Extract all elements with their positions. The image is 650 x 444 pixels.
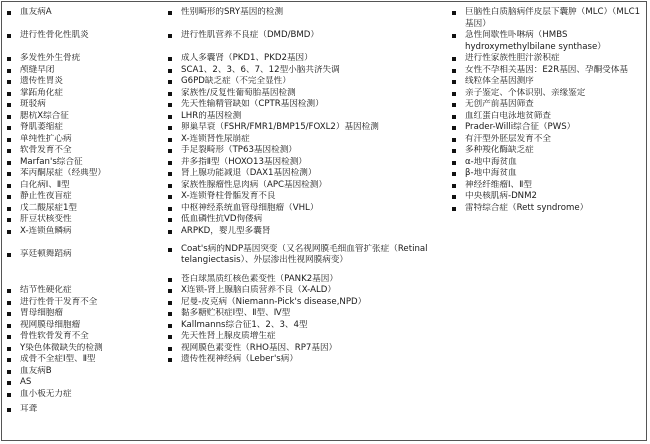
list-item-label: 颅缝早闭 [20, 64, 55, 75]
list-item-label: 进行性骨干发育不全 [20, 296, 98, 307]
list-item-label: 结节性硬化症 [20, 285, 72, 296]
list-item-label: 脊肌萎缩症 [20, 122, 63, 132]
list-item [7, 214, 162, 226]
list-item-label: 苍白球黑质红核色素变性（PANK2基因） [181, 273, 338, 284]
list-item-label: Prader-Willi综合征（PWS） [465, 122, 576, 132]
list-item [7, 404, 162, 416]
list-item-label: 耳聋 [20, 403, 38, 414]
list-item [168, 88, 446, 100]
square-bullet-icon [168, 218, 172, 222]
list-item [7, 180, 162, 192]
list-item [7, 203, 162, 215]
list-item [168, 214, 446, 226]
list-item [168, 30, 446, 42]
list-item [7, 53, 162, 65]
list-item-label: ARPKD，婴儿型多囊肾 [181, 225, 271, 236]
square-bullet-icon [7, 324, 11, 328]
square-bullet-icon [168, 115, 172, 119]
list-item [7, 285, 162, 297]
square-bullet-icon [168, 80, 172, 84]
list-item [168, 203, 446, 215]
list-item [168, 134, 446, 146]
list-item-label: LHR的基因检测 [181, 110, 242, 121]
square-bullet-icon [168, 347, 172, 351]
square-bullet-icon [452, 69, 456, 73]
list-item [168, 180, 446, 192]
list-item [7, 88, 162, 100]
list-item [7, 389, 162, 401]
list-item [168, 244, 446, 267]
square-bullet-icon [168, 57, 172, 61]
list-item-label: SCA1、2、3、6、7、12型小脑共济失调 [181, 64, 340, 75]
square-bullet-icon [168, 69, 172, 73]
list-item [452, 99, 647, 111]
list-item-label: 有汗型外胚层发育不全 [465, 133, 551, 144]
row-spacer [168, 19, 446, 31]
list-item-label: X连锁-肾上腺脑白质营养不良（X-ALD） [181, 285, 336, 296]
list-item-label: 苯丙酮尿症（经典型） [20, 168, 106, 178]
list-item-label: 进行性家族性胆汁淤积症 [465, 53, 560, 63]
square-bullet-icon [7, 138, 11, 142]
list-item-label: G6PD缺乏症（不完全显性） [181, 76, 291, 86]
list-item-label: 血友病B [20, 365, 52, 376]
square-bullet-icon [168, 289, 172, 293]
square-bullet-icon [168, 172, 172, 176]
list-item-label: 家族性腺瘤性息肉病（APC基因检测） [181, 179, 327, 190]
list-item-label: 线粒体全基因测序 [465, 76, 534, 86]
list-item [7, 157, 162, 169]
square-bullet-icon [452, 207, 456, 211]
list-item [452, 168, 647, 180]
list-item-label: Y染色体微缺失的检测 [20, 342, 103, 353]
list-item [168, 168, 446, 180]
list-item [7, 366, 162, 378]
square-bullet-icon [7, 80, 11, 84]
square-bullet-icon [168, 278, 172, 282]
column-right [452, 7, 647, 214]
list-item [7, 134, 162, 146]
square-bullet-icon [168, 161, 172, 165]
list-item-label: 急性间歇性卟啉病（HMBS hydroxymethylbilane synthase） [465, 30, 606, 52]
list-item [168, 331, 446, 343]
square-bullet-icon [452, 115, 456, 119]
square-bullet-icon [7, 184, 11, 188]
list-item-label: 雷特综合症（Rett syndrome） [465, 202, 589, 213]
list-item [168, 122, 446, 134]
list-item-label: 多种羧化酶缺乏症 [465, 145, 534, 155]
square-bullet-icon [7, 195, 11, 199]
list-item-label: 中枢神经系统血管母细胞瘤（VHL） [181, 202, 319, 213]
square-bullet-icon [7, 103, 11, 107]
square-bullet-icon [168, 335, 172, 339]
list-item-label: 家族性/反复性葡萄胎基因检测 [181, 87, 296, 98]
list-item [452, 122, 647, 134]
list-item-label: 血红蛋白电泳地贫筛查 [465, 110, 551, 121]
list-item [452, 88, 647, 100]
square-bullet-icon [168, 138, 172, 142]
list-item [7, 145, 162, 157]
list-item [7, 297, 162, 309]
list-item-label: 血小板无力症 [20, 388, 72, 399]
square-bullet-icon [7, 149, 11, 153]
square-bullet-icon [7, 172, 11, 176]
list-item [7, 308, 162, 320]
list-item [7, 65, 162, 77]
square-bullet-icon [7, 370, 11, 374]
square-bullet-icon [7, 57, 11, 61]
list-item-label: 进行性肌营养不良症（DMD/BMD） [181, 30, 320, 40]
list-item [452, 145, 647, 157]
list-item-label: 肾上腺功能减退（DAX1基因检测） [181, 168, 317, 178]
list-item [7, 343, 162, 355]
square-bullet-icon [7, 126, 11, 130]
square-bullet-icon [168, 149, 172, 153]
list-item-label: α-地中海贫血 [465, 156, 517, 167]
list-item-label: 静止性夜盲症 [20, 191, 72, 201]
square-bullet-icon [7, 335, 11, 339]
list-item-label: X-连锁鱼鳞病 [20, 225, 72, 236]
list-item [452, 30, 647, 53]
list-item [452, 191, 647, 203]
list-item [168, 53, 446, 65]
square-bullet-icon [7, 347, 11, 351]
list-item [168, 354, 446, 366]
list-item [452, 53, 647, 65]
square-bullet-icon [452, 34, 456, 38]
square-bullet-icon [452, 92, 456, 96]
square-bullet-icon [7, 34, 11, 38]
list-item-label: 血友病A [20, 7, 52, 17]
square-bullet-icon [168, 207, 172, 211]
row-spacer [7, 19, 162, 31]
square-bullet-icon [168, 103, 172, 107]
list-item [168, 7, 446, 19]
list-item-label: 视网膜母细胞瘤 [20, 319, 81, 330]
list-item-label: 中央核肌病-DNM2 [465, 191, 537, 201]
square-bullet-icon [7, 312, 11, 316]
list-item [168, 145, 446, 157]
list-item [7, 249, 162, 261]
list-item-label: 视网膜色素变性（RHO基因、RP7基因） [181, 342, 338, 353]
square-bullet-icon [168, 230, 172, 234]
list-item [168, 111, 446, 123]
list-item-label: β-地中海贫血 [465, 168, 517, 178]
list-item [7, 99, 162, 111]
list-item [168, 191, 446, 203]
list-item-label: Coat's病的NDP基因突变（又名视网膜毛细血管扩张症（Retinal telangiectasis）、外层渗出性视网膜病变） [181, 243, 428, 266]
list-item-label: Kallmanns综合征1、2、3、4型 [181, 319, 308, 330]
list-item-label: 肝豆状核变性 [20, 214, 72, 224]
list-item-label: 多发性外生骨疣 [20, 53, 81, 63]
square-bullet-icon [7, 393, 11, 397]
square-bullet-icon [452, 57, 456, 61]
square-bullet-icon [452, 80, 456, 84]
list-item [168, 274, 446, 286]
square-bullet-icon [168, 184, 172, 188]
row-spacer [7, 260, 162, 285]
list-item-label: 软骨发育不全 [20, 145, 72, 155]
list-item [452, 203, 647, 215]
list-item-label: 手足裂畸形（TP63基因检测） [181, 145, 297, 155]
list-item [452, 111, 647, 123]
row-spacer [7, 42, 162, 54]
square-bullet-icon [452, 184, 456, 188]
square-bullet-icon [168, 301, 172, 305]
list-item [7, 168, 162, 180]
list-item [7, 320, 162, 332]
list-item-label: 无创产前基因筛查 [465, 99, 534, 109]
list-item-label: 女性不孕相关基因：E2R基因、孕酮受体基 [465, 64, 628, 75]
list-item-label: X-连锁脊柱骨骺发育不良 [181, 191, 276, 201]
square-bullet-icon [7, 408, 11, 412]
row-spacer [168, 237, 446, 244]
row-spacer [168, 42, 446, 54]
list-item [7, 122, 162, 134]
row-spacer [168, 267, 446, 274]
list-item-label: 先天性输精管缺如（CPTR基因检测） [181, 99, 324, 109]
list-item [168, 65, 446, 77]
square-bullet-icon [7, 92, 11, 96]
list-item [452, 65, 647, 77]
square-bullet-icon [7, 69, 11, 73]
square-bullet-icon [7, 289, 11, 293]
square-bullet-icon [452, 138, 456, 142]
list-item [7, 76, 162, 88]
list-item-label: 胃母细胞瘤 [20, 308, 63, 319]
list-item-label: 巨脑性白质脑病伴皮层下囊肿（MLC）（MLC1基因） [465, 7, 641, 29]
list-item-label: 先天性肾上腺皮质增生症 [181, 331, 276, 342]
list-item [7, 111, 162, 123]
square-bullet-icon [7, 115, 11, 119]
list-item [452, 157, 647, 169]
list-item-label: 神经纤维瘤Ⅰ、Ⅱ型 [465, 179, 532, 190]
list-item [7, 30, 162, 42]
list-item [452, 134, 647, 146]
list-item-label: 尼曼-皮克病（Niemann-Pick's disease,NPD） [181, 296, 367, 307]
list-item-label: 卵巢早衰（FSHR/FMR1/BMP15/FOXL2）基因检测 [181, 122, 379, 132]
list-item [168, 297, 446, 309]
list-item [168, 308, 446, 320]
list-item-label: Marfan's综合征 [20, 156, 83, 167]
list-item-label: 遗传性视神经病（Leber's病） [181, 354, 298, 365]
list-item-label: 骨性软骨发育不全 [20, 331, 89, 342]
list-item-label: 戊二酸尿症1型 [20, 202, 78, 213]
disease-list-table [1, 1, 647, 441]
list-item [168, 157, 446, 169]
list-item [7, 226, 162, 238]
list-item [168, 226, 446, 238]
list-item-label: 斑驳病 [20, 99, 46, 109]
list-item [452, 7, 647, 30]
list-item-label: 腮杭X综合征 [20, 110, 69, 121]
list-item [452, 180, 647, 192]
list-item [168, 76, 446, 88]
square-bullet-icon [7, 161, 11, 165]
square-bullet-icon [168, 358, 172, 362]
list-item-label: 成人多囊肾（PKD1、PKD2基因） [181, 53, 313, 63]
list-item-label: AS [20, 377, 32, 388]
square-bullet-icon [452, 161, 456, 165]
list-item-label: 性别畸形的SRY基因的检测 [181, 7, 284, 17]
square-bullet-icon [168, 248, 172, 252]
list-item [7, 377, 162, 389]
column-left [7, 7, 162, 415]
square-bullet-icon [452, 195, 456, 199]
list-item-label: 成骨不全症Ⅰ型、Ⅱ型 [20, 354, 96, 365]
list-item [7, 331, 162, 343]
list-item-label: 白化病Ⅰ、Ⅱ型 [20, 179, 70, 190]
square-bullet-icon [7, 358, 11, 362]
square-bullet-icon [7, 253, 11, 257]
list-item [452, 76, 647, 88]
square-bullet-icon [168, 126, 172, 130]
list-item [7, 7, 162, 19]
list-item-label: 遗传性胃炎 [20, 76, 63, 86]
square-bullet-icon [168, 92, 172, 96]
list-item-label: 黏多糖贮积症Ⅰ型、Ⅱ型、Ⅳ型 [181, 308, 291, 319]
list-item [7, 191, 162, 203]
square-bullet-icon [168, 312, 172, 316]
square-bullet-icon [7, 230, 11, 234]
square-bullet-icon [7, 381, 11, 385]
square-bullet-icon [7, 207, 11, 211]
list-item [7, 354, 162, 366]
square-bullet-icon [452, 103, 456, 107]
list-item-label: X-连锁肾性尿崩症 [181, 133, 250, 144]
list-item [168, 99, 446, 111]
square-bullet-icon [452, 149, 456, 153]
list-item-label: 并多指Ⅱ型（HOXO13基因检测） [181, 156, 307, 167]
square-bullet-icon [452, 172, 456, 176]
square-bullet-icon [168, 11, 172, 15]
list-item-label: 低血磷性抗VD佝偻病 [181, 214, 263, 224]
list-item-label: 享廷顿舞蹈病 [20, 248, 72, 259]
list-item [168, 343, 446, 355]
column-middle [168, 7, 446, 366]
list-item-label: 单纯性扩心病 [20, 133, 72, 144]
square-bullet-icon [7, 11, 11, 15]
list-item-label: 亲子鉴定、个体识别、亲缘鉴定 [465, 87, 586, 98]
square-bullet-icon [168, 195, 172, 199]
square-bullet-icon [452, 11, 456, 15]
list-item-label: 进行性骨化性肌炎 [20, 30, 89, 40]
square-bullet-icon [452, 126, 456, 130]
row-spacer [7, 237, 162, 249]
list-item [168, 320, 446, 332]
list-item-label: 掌跖角化症 [20, 87, 63, 98]
square-bullet-icon [7, 218, 11, 222]
square-bullet-icon [168, 34, 172, 38]
square-bullet-icon [7, 301, 11, 305]
square-bullet-icon [168, 324, 172, 328]
list-item [168, 285, 446, 297]
